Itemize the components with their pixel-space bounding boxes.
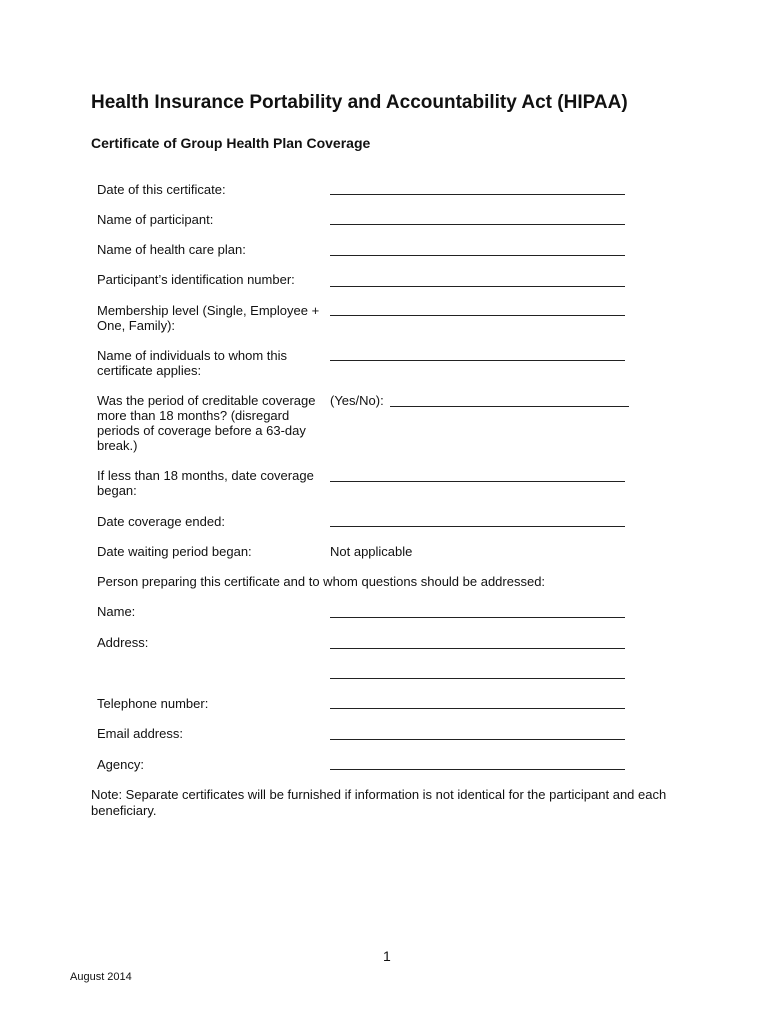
note-text: Note: Separate certificates will be furnished if information is not identical for the participant and each beneficiary. bbox=[91, 787, 667, 818]
preparer-telephone-field[interactable] bbox=[330, 708, 625, 709]
less-than-18-label-line1: If less than 18 months, date coverage bbox=[97, 468, 314, 483]
creditable-coverage-label-line3: periods of coverage before a 63-day bbox=[97, 423, 306, 438]
participant-id-field[interactable] bbox=[330, 286, 625, 287]
participant-name-label: Name of participant: bbox=[97, 212, 214, 227]
yes-no-field[interactable] bbox=[390, 406, 629, 407]
yes-no-label: (Yes/No): bbox=[330, 393, 384, 408]
coverage-ended-label: Date coverage ended: bbox=[97, 514, 225, 529]
plan-name-field[interactable] bbox=[330, 255, 625, 256]
preparer-telephone-label: Telephone number: bbox=[97, 696, 209, 711]
document-title: Health Insurance Portability and Accountability Act (HIPAA) bbox=[91, 92, 628, 113]
coverage-ended-field[interactable] bbox=[330, 526, 625, 527]
creditable-coverage-label-line2: more than 18 months? (disregard bbox=[97, 408, 290, 423]
membership-level-label-line2: One, Family): bbox=[97, 318, 176, 333]
coverage-began-field[interactable] bbox=[330, 481, 625, 482]
creditable-coverage-label-line1: Was the period of creditable coverage bbox=[97, 393, 316, 408]
less-than-18-label-line2: began: bbox=[97, 483, 137, 498]
plan-name-label: Name of health care plan: bbox=[97, 242, 246, 257]
creditable-coverage-label-line4: break.) bbox=[97, 438, 138, 453]
date-of-certificate-field[interactable] bbox=[330, 194, 625, 195]
document-subtitle: Certificate of Group Health Plan Coverage bbox=[91, 135, 371, 151]
waiting-period-label: Date waiting period began: bbox=[97, 544, 252, 559]
membership-level-field[interactable] bbox=[330, 315, 625, 316]
waiting-period-value: Not applicable bbox=[330, 544, 413, 559]
page-number: 1 bbox=[383, 948, 391, 964]
preparer-address-label: Address: bbox=[97, 635, 149, 650]
preparer-email-label: Email address: bbox=[97, 726, 183, 741]
preparer-agency-field[interactable] bbox=[330, 769, 625, 770]
participant-id-label: Participant’s identification number: bbox=[97, 272, 295, 287]
individuals-field[interactable] bbox=[330, 360, 625, 361]
preparer-email-field[interactable] bbox=[330, 739, 625, 740]
individuals-label-line2: certificate applies: bbox=[97, 363, 202, 378]
preparer-agency-label: Agency: bbox=[97, 757, 144, 772]
footer-date: August 2014 bbox=[70, 971, 132, 983]
date-of-certificate-label: Date of this certificate: bbox=[97, 182, 226, 197]
membership-level-label-line1: Membership level (Single, Employee + bbox=[97, 303, 320, 318]
preparer-intro: Person preparing this certificate and to whom questions should be addressed: bbox=[97, 574, 546, 589]
preparer-name-label: Name: bbox=[97, 604, 136, 619]
preparer-address-field-line2[interactable] bbox=[330, 678, 625, 679]
individuals-label-line1: Name of individuals to whom this bbox=[97, 348, 288, 363]
preparer-name-field[interactable] bbox=[330, 617, 625, 618]
participant-name-field[interactable] bbox=[330, 224, 625, 225]
preparer-address-field-line1[interactable] bbox=[330, 648, 625, 649]
